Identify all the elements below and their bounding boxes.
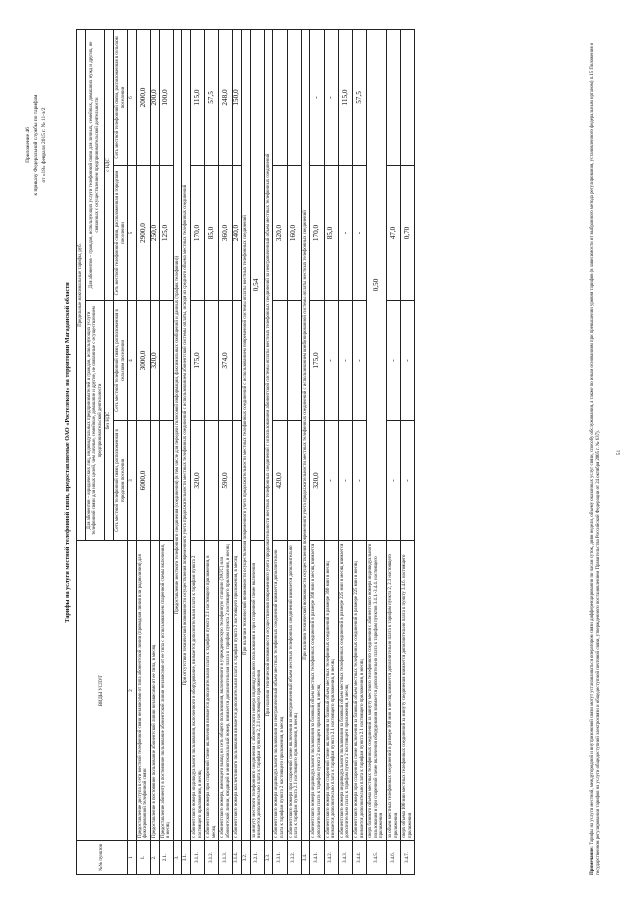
header-service: ВИДЫ УСЛУГ [77, 541, 128, 841]
tariff-value: 590,0 [219, 421, 233, 541]
table-row [150, 29, 159, 874]
row-number: 3.3.2. [287, 841, 301, 875]
header-row-1 [77, 29, 86, 874]
table-row [136, 29, 150, 874]
service-name: с абонентского номера при спаренной схеме включения за базовый объем местных телефонных соединений в размере 225 мин в месяц взимается дополнительно плата к тарифам пункта 2.1 настоящего приложения, в месяц [352, 541, 366, 841]
row-number: 3.4.4. [352, 841, 366, 875]
tariff-value [159, 301, 173, 421]
tariff-rows [136, 29, 415, 874]
tariff-value: 374,0 [219, 301, 233, 421]
row-number: 3.3. [264, 841, 273, 875]
header-group-citizens: Для абонентов – граждан, использующих услуги телефонной связи для личных, семейных, домашних нужд и других, не связанных с осуществлением предпринимательской деятельности [85, 29, 105, 300]
tariff-value [287, 301, 301, 421]
row-number: 3.4.5. [367, 841, 387, 875]
notes-text: Тарифы на услуги местной, междугородной и внутризоновой связи могут устанавливаться оператором связи дифференцированно по часам суток, дням недели, объему оказанных услуг связи, способу обслуживания, а также по иным основаниям при превышении уровня тарифов (в зависимости от выбранного метода регулирования, установленного федеральным органом) п.15 Положения о государственном регулировании тарифов на услуги общедоступной электросвязи и общедоступной почтовой связи, утвержденного постановлением Правительства Российской Федерации от 24 октября 2005 г. № 637). [590, 42, 601, 875]
tariff-value: 115,0 [190, 29, 204, 165]
header-urban-2: Сеть местной телефонной связи, расположенная в городском поселении [113, 166, 127, 301]
header-rural: Сеть местной телефонной связи, расположенная в сельском поселении [113, 301, 127, 421]
row-number: 2.1. [159, 841, 173, 875]
tariff-value: 85,0 [324, 166, 338, 301]
tariff-value: 175,0 [310, 301, 324, 421]
service-name: с абонентского номера при спаренной схеме включения взимается дополнительная плата к тарифам пункта 2.1 настоящего приложения, в месяц [205, 541, 219, 841]
tariff-value [205, 301, 219, 421]
tariff-value: 125,0 [159, 166, 173, 301]
section-title: При наличии технической возможности осуществления повременного учета продолжительности местных телефонных соединений с использованием абонентской системы оплаты местных телефонных соединений за неограниченный объем местных телефонных соединений [264, 29, 273, 840]
tariff-value: - [310, 29, 324, 165]
table-row [287, 29, 301, 874]
tariff-value: 170,0 [310, 166, 324, 301]
document-title: Тарифы на услуги местной телефонной связи, предоставляемые ОАО «Ростелеком» на территории Магаданской области [64, 282, 71, 623]
tariff-value [233, 301, 242, 421]
tariff-value: 47,0 [386, 166, 400, 301]
tariff-value [205, 421, 219, 541]
table-row [324, 29, 338, 874]
tariff-value: 150,0 [233, 29, 242, 165]
row-number: 3.4.3. [338, 841, 352, 875]
row-number: 3.3.1. [273, 841, 287, 875]
row-number: 3.1. [182, 841, 191, 875]
table-row [386, 29, 400, 874]
service-name: за минуту местного телефонного соединения с абонентского номера индивидуального пользования и при спаренной схеме включения взимается дополнительно плата к тарифам пунктов 2, 2.1 настоящего приложения [250, 541, 264, 841]
service-name: Предоставление доступа к сети местной телефонной связи независимо от типа абонентской линии (проводная линия или радиолиния) для фиксированной телефонной связи [136, 541, 150, 841]
table-row [338, 29, 352, 874]
header-with-vat: с НДС [105, 29, 114, 300]
service-name: с абонентского номера коллективного пользования взимается дополнительная плата к тарифам пункта 2 настоящего приложения, в месяц [233, 541, 242, 841]
tariff-value: 320,0 [150, 301, 159, 421]
service-name: сверх объема 100 мин местных телефонных соединений за минуту соединения взимается дополнительно плата к пункту 3.4.6. настоящего приложения [401, 541, 415, 841]
row-number: 3.2.1. [250, 841, 264, 875]
col-number: 5 [128, 166, 137, 301]
tariff-value: - [324, 29, 338, 165]
service-name: с абонентского номера индивидуального пользования за базовый объем местных телефонных соединений в размере 360 мин в месяц взимается дополнительно плата к тарифам пункта 2 настоящего приложения, в месяц [310, 541, 324, 841]
tariff-value: 85,0 [205, 166, 219, 301]
col-number: 4 [128, 301, 137, 421]
tariff-value [386, 29, 400, 165]
header-rural-2: Сеть местной телефонной связи, расположенная в сельском поселении [113, 29, 127, 165]
table-row [159, 29, 173, 874]
table-row [401, 29, 415, 874]
row-number: 3.4.1. [310, 841, 324, 875]
tariff-value: - [338, 166, 352, 301]
header-num: №№ пунктов [77, 841, 128, 875]
row-number: 3.1.1. [190, 841, 204, 875]
tariff-table [76, 29, 415, 875]
tariff-value [159, 421, 173, 541]
tariff-value: 115,0 [338, 29, 352, 165]
section-row [182, 29, 191, 874]
section-title: Предоставление местного телефонного соединения (соединения) (в том числе для передачи голосовой информации, факсимильных сообщений и данных (трафик телефонии)) [173, 29, 182, 840]
tariff-value: 248,0 [219, 29, 233, 165]
table-row [352, 29, 366, 874]
tariff-value: 57,5 [352, 29, 366, 165]
tariff-value: 6000,0 [136, 421, 150, 541]
col-number: 3 [128, 421, 137, 541]
col-number: 2 [128, 541, 137, 841]
table-row [205, 29, 219, 874]
table-row [367, 29, 387, 874]
service-name: Предоставление в постоянное пользование абонентской линии независимо от ее типа, в месяц [150, 541, 159, 841]
table-row [250, 29, 264, 874]
tariff-value [150, 421, 159, 541]
section-title: При отсутствии технической возможности осуществления повременного учета продолжительности местных телефонных соединений с использованием абонентской системы оплаты, исходя из среднего объема местных телефонных соединений [182, 29, 191, 840]
tariff-value: 100,0 [159, 29, 173, 165]
row-number: 3.4.2. [324, 841, 338, 875]
appendix-note [24, 30, 48, 260]
table-row [310, 29, 324, 874]
row-number: 3.1.3. [219, 841, 233, 875]
tariff-value: - [324, 301, 338, 421]
tariff-value: 160,0 [287, 166, 301, 301]
table-row [233, 29, 242, 874]
tariff-value: 320,0 [190, 421, 204, 541]
row-number: 3.4. [301, 841, 310, 875]
table-row [273, 29, 287, 874]
tariff-value [401, 29, 415, 165]
row-number: 3.4.7. [401, 841, 415, 875]
tariff-value: - [352, 301, 366, 421]
section-row [173, 29, 182, 874]
tariff-value: 0,50 [367, 29, 387, 540]
header-no-vat: без НДС [105, 301, 114, 541]
tariff-value: 200,0 [150, 29, 159, 165]
tariff-value: 360,0 [219, 166, 233, 301]
col-number: 6 [128, 29, 137, 165]
table-row [190, 29, 204, 874]
section-row [301, 29, 310, 874]
tariff-value [287, 29, 301, 165]
tariff-value: - [352, 166, 366, 301]
service-name: с абонентского номера при спаренной схеме включения за базовый объем местных телефонных соединений в размере 360 мин в месяц взимается дополнительно плата к тарифам пункта 2.1 настоящего приложения, в месяц [324, 541, 338, 841]
col-number: 1 [128, 841, 137, 875]
service-name: с абонентского номера при спаренной схеме включения за неограниченный объем местных телефонных соединений взимается дополнительно плата к тарифам пункта 2.1 настоящего приложения, в месяц [287, 541, 301, 841]
appendix-line-3: от «18» февраля 2015 г. № 11-э/2 [41, 107, 47, 183]
tariff-value: - [401, 301, 415, 421]
section-row [242, 29, 251, 874]
tariff-value: - [386, 421, 400, 541]
header-limit: Предельные максимальные тарифы, руб. [77, 29, 86, 540]
tariff-value: 0,70 [401, 166, 415, 301]
tariff-value: - [352, 421, 366, 541]
row-number: 3.1.2. [205, 841, 219, 875]
service-name: с абонентского номера индивидуального пользования, включенного в оборудование, взимается дополнительная плата к тарифам пункта 2 настоящего приложения, в месяц [190, 541, 204, 841]
row-number: 3.1.4. [233, 841, 242, 875]
page-number: 51 [616, 449, 622, 456]
tariff-value: 2900,0 [136, 166, 150, 301]
service-name: с абонентского номера, имеющего выход на сеть общего пользования, включенного в учрежденческую телефонную станцию (УАТС) или абонентской линии, входящей в многоканальный номер, взимается дополнительная плата к тарифам пункта 2 настоящего приложения, в месяц [219, 541, 233, 841]
tariff-value: 0,54 [250, 29, 264, 540]
table-row [219, 29, 233, 874]
appendix-line-1: Приложение 46 [25, 127, 31, 163]
section-title: При наличии технической возможности осуществления повременного учета продолжительности местных телефонных соединений с использованием повременной системы оплаты местных телефонных соединений [242, 29, 251, 840]
notes [590, 30, 602, 875]
header-group-business: Для абонентов – юридических лиц, индивидуальных предпринимателей и граждан, использующих услуги телефонной связи для иных целей, чем личные, семейные, домашние и другие, не связанные с осуществлением предпринимательской деятельности [85, 301, 105, 541]
tariff-value: 320,0 [310, 421, 324, 541]
column-numbers-row [128, 29, 137, 874]
tariff-value: - [338, 421, 352, 541]
service-name: с абонентского номера индивидуального пользования за базовый объем местных телефонных соединений в размере 225 мин в месяц взимается дополнительно плата к тарифам пункта 2 настоящего приложения, в месяц [338, 541, 352, 841]
row-number: 2. [150, 841, 159, 875]
tariff-value: 250,0 [150, 166, 159, 301]
service-name: за объем местных телефонных соединений в размере 100 мин в месяц взимается дополнительно плата к тарифам пункта 2, 2.1 настоящего приложения [386, 541, 400, 841]
tariff-value: 57,5 [205, 29, 219, 165]
tariff-value: 320,0 [273, 166, 287, 301]
row-number: 1. [136, 841, 150, 875]
tariff-value: - [324, 421, 338, 541]
tariff-value [273, 301, 287, 421]
tariff-value: - [386, 301, 400, 421]
header-urban: Сеть местной телефонной связи, расположенная в городском поселении [113, 421, 127, 541]
tariff-value [233, 421, 242, 541]
tariff-value: 170,0 [190, 166, 204, 301]
tariff-value: - [338, 301, 352, 421]
tariff-value: 175,0 [190, 301, 204, 421]
tariff-value: 240,0 [233, 166, 242, 301]
service-name: Предоставление абоненту в постоянное пользование абонентской линии независимо от ее типа с использованием спаренной схемы включения, в месяц [159, 541, 173, 841]
section-title: При наличии технической возможности осуществления повременного учета продолжительности местных телефонных соединений с использованием комбинированной системы оплаты местных телефонных соединений [301, 29, 310, 840]
row-number: 3.4.6. [386, 841, 400, 875]
tariff-value: 2000,0 [136, 29, 150, 165]
section-row [264, 29, 273, 874]
tariff-value [287, 421, 301, 541]
row-number: 3. [173, 841, 182, 875]
service-name: с абонентского номера индивидуального пользования за неограниченный объем местных телефонных соединений взимается дополнительно плата к тарифам пункта 2 настоящего приложения, в месяц [273, 541, 287, 841]
tariff-value: 420,0 [273, 421, 287, 541]
tariff-value: 3000,0 [136, 301, 150, 421]
tariff-value: - [401, 421, 415, 541]
tariff-value [273, 29, 287, 165]
appendix-line-2: к приказу Федеральной службы по тарифам [33, 94, 39, 196]
row-number: 3.2. [242, 841, 251, 875]
service-name: сверх базового объема местных телефонных соединений за минуту местного телефонного соединения с абонентского номера индивидуального пользования и при спаренной схеме включения оборудования взимается дополнительно плата к тарифам пунктов 3.4.1.-3.4.4. настоящего приложения [367, 541, 387, 841]
notes-label: Примечание: [590, 846, 595, 875]
